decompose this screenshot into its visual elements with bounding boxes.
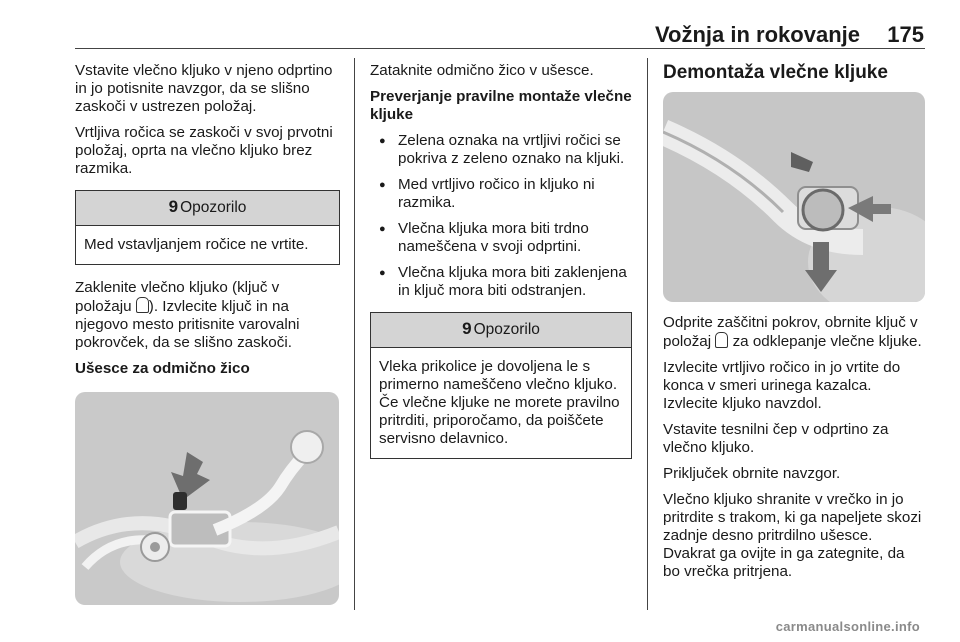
column-divider-2: [647, 58, 648, 610]
key-unlock-icon: [715, 332, 728, 348]
warning-icon: 9: [168, 197, 179, 216]
paragraph: Vlečno kljuko shranite v vrečko in jo pritrdite s trakom, ki ga napeljete skozi zadnje desno pritrdilno ušesce. Dvakrat ga ovijte in ga zategnite, da bo vrečka pritrjena.: [663, 491, 922, 580]
section-heading: Demontaža vlečne kljuke: [663, 62, 888, 83]
warning-title: Opozorilo: [473, 321, 540, 338]
key-lock-icon: [136, 297, 149, 313]
warning-header: [76, 191, 339, 226]
warning-box: [75, 190, 340, 265]
page-number: 175: [887, 22, 924, 47]
watermark: carmanualsonline.info: [775, 619, 920, 634]
paragraph: [75, 279, 340, 352]
list-item: ● Zelena oznaka na vrtljivi ročici se pokriva z zeleno oznako na kljuki.: [370, 132, 632, 168]
text-span: ). Izvlecite ključ in na njegovo mesto pritisnite varovalni pokrovček, da se slišno zaskoči.: [75, 298, 300, 351]
subheading: Preverjanje pravilne montaže vlečne kljuke: [370, 88, 632, 123]
list-item: ● Vlečna kljuka mora biti zaklenjena in ključ mora biti odstranjen.: [370, 264, 632, 300]
section-title: Vožnja in rokovanje: [655, 22, 860, 47]
paragraph: Zataknite odmično žico v ušesce.: [370, 62, 594, 79]
column-divider-1: [354, 58, 355, 610]
warning-box: [370, 312, 632, 459]
warning-icon: 9: [462, 319, 472, 338]
header-divider: [75, 48, 925, 49]
text-span: za odklepanje vlečne kljuke.: [728, 333, 922, 350]
paragraph: Vstavite vlečno kljuko v njeno odprtino in jo potisnite navzgor, da se slišno zaskoči v ustrezen položaj.: [75, 62, 333, 115]
column-3: [663, 62, 925, 589]
paragraph: [663, 314, 925, 351]
warning-header: [371, 313, 631, 348]
text-span: Zaklenite vlečno kljuko (ključ v položaju: [75, 279, 280, 315]
paragraph: Izvlecite vrtljivo ročico in jo vrtite do konca v smeri urinega kazalca. Izvlecite kljuko navzdol.: [663, 359, 901, 412]
column-1: [75, 62, 340, 605]
tow-hook-eyelet-illustration: [75, 392, 339, 605]
warning-text: Med vstavljanjem ročice ne vrtite.: [84, 236, 309, 253]
tow-hook-removal-illustration: [663, 92, 925, 302]
paragraph: Vstavite tesnilni čep v odprtino za vlečno kljuko.: [663, 421, 889, 456]
text-span: Odprite zaščitni pokrov, obrnite ključ v položaj: [663, 314, 918, 350]
list-item: ● Vlečna kljuka mora biti trdno nameščena v svoji odprtini.: [370, 220, 632, 256]
list-item: ● Med vrtljivo ročico in kljuko ni razmika.: [370, 176, 632, 212]
column-2: [370, 62, 632, 473]
subheading: Ušesce za odmično žico: [75, 360, 250, 377]
paragraph: Priključek obrnite navzgor.: [663, 465, 841, 482]
paragraph: Vrtljiva ročica se zaskoči v svoj prvotni položaj, oprta na vlečno kljuko brez razmika.: [75, 124, 333, 177]
warning-text: Vleka prikolice je dovoljena le s primerno nameščeno vlečno kljuko. Če vlečne kljuke ne morete pravilno pritrditi, priporočamo, da poiščete servisno delavnico.: [379, 358, 620, 447]
checklist: [370, 132, 632, 300]
warning-title: Opozorilo: [180, 199, 247, 216]
